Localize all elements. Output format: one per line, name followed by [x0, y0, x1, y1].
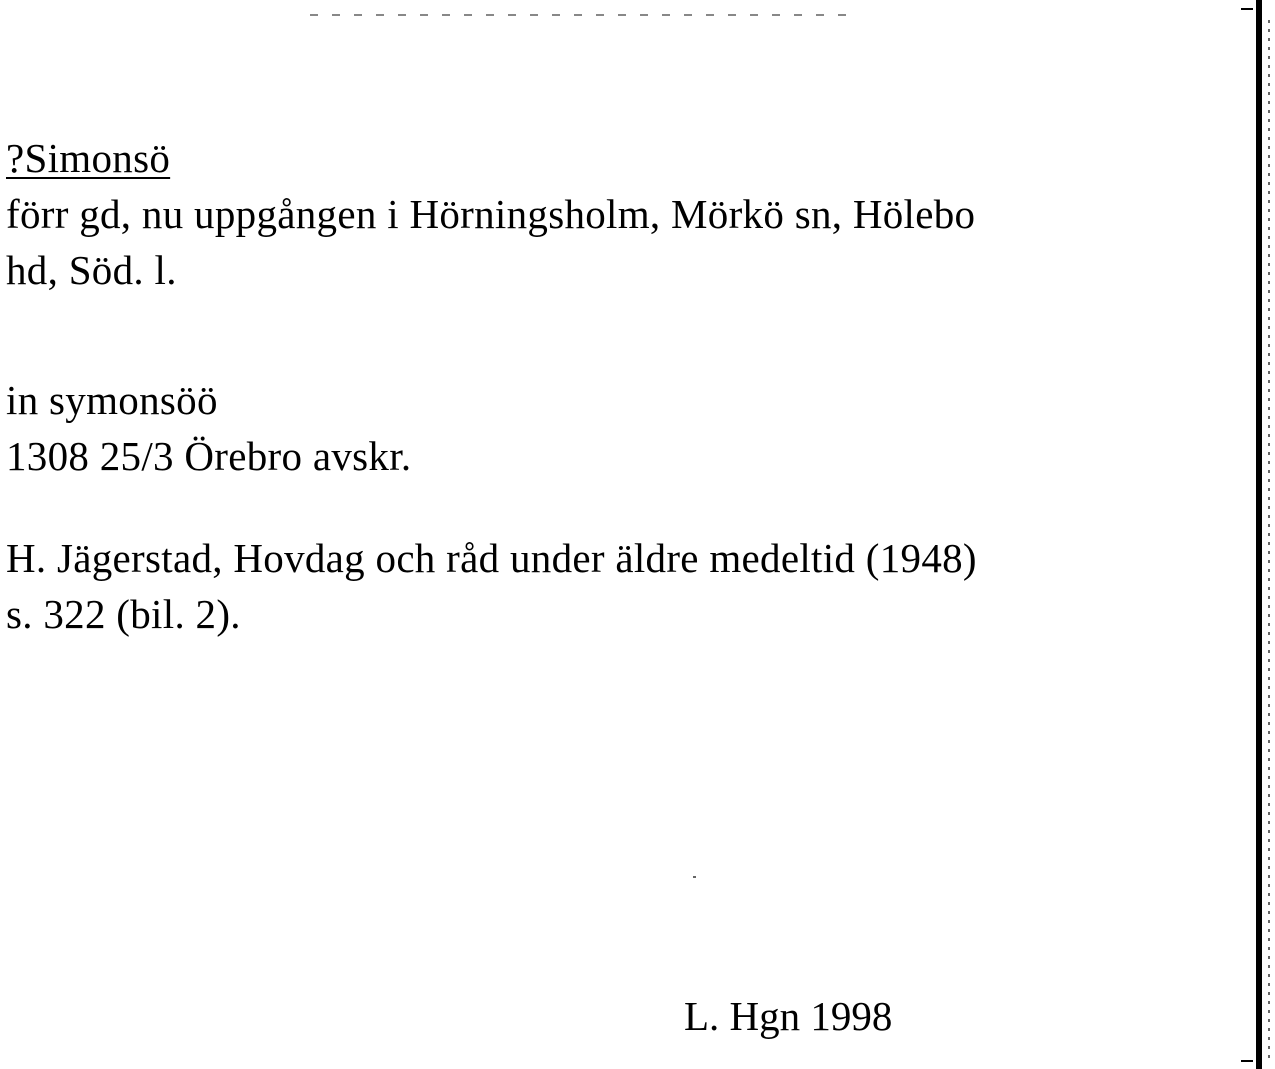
signature: L. Hgn 1998	[684, 993, 893, 1039]
attestation	[6, 372, 411, 484]
scan-speck	[693, 876, 696, 878]
attestation-date-source: 1308 25/3 Örebro avskr.	[6, 433, 412, 479]
scan-edge-noise	[1268, 20, 1270, 1060]
corner-mark-bottom	[1241, 1060, 1253, 1062]
description-line-1: förr gd, nu uppgången i Hörningsholm, Mörkö sn, Hölebo	[6, 191, 976, 237]
description-line-2: hd, Söd. l.	[6, 247, 177, 293]
literature-reference	[6, 530, 977, 642]
attested-form: in symonsöö	[6, 377, 218, 423]
headword: ?Simonsö	[6, 135, 171, 181]
reference-line-1: H. Jägerstad, Hovdag och råd under äldre medeltid (1948)	[6, 535, 977, 581]
place-description	[6, 186, 975, 298]
scan-edge-border	[1256, 0, 1262, 1069]
scan-artifact-dashes	[310, 14, 850, 16]
corner-mark-top	[1241, 8, 1253, 10]
reference-line-2: s. 322 (bil. 2).	[6, 591, 241, 637]
